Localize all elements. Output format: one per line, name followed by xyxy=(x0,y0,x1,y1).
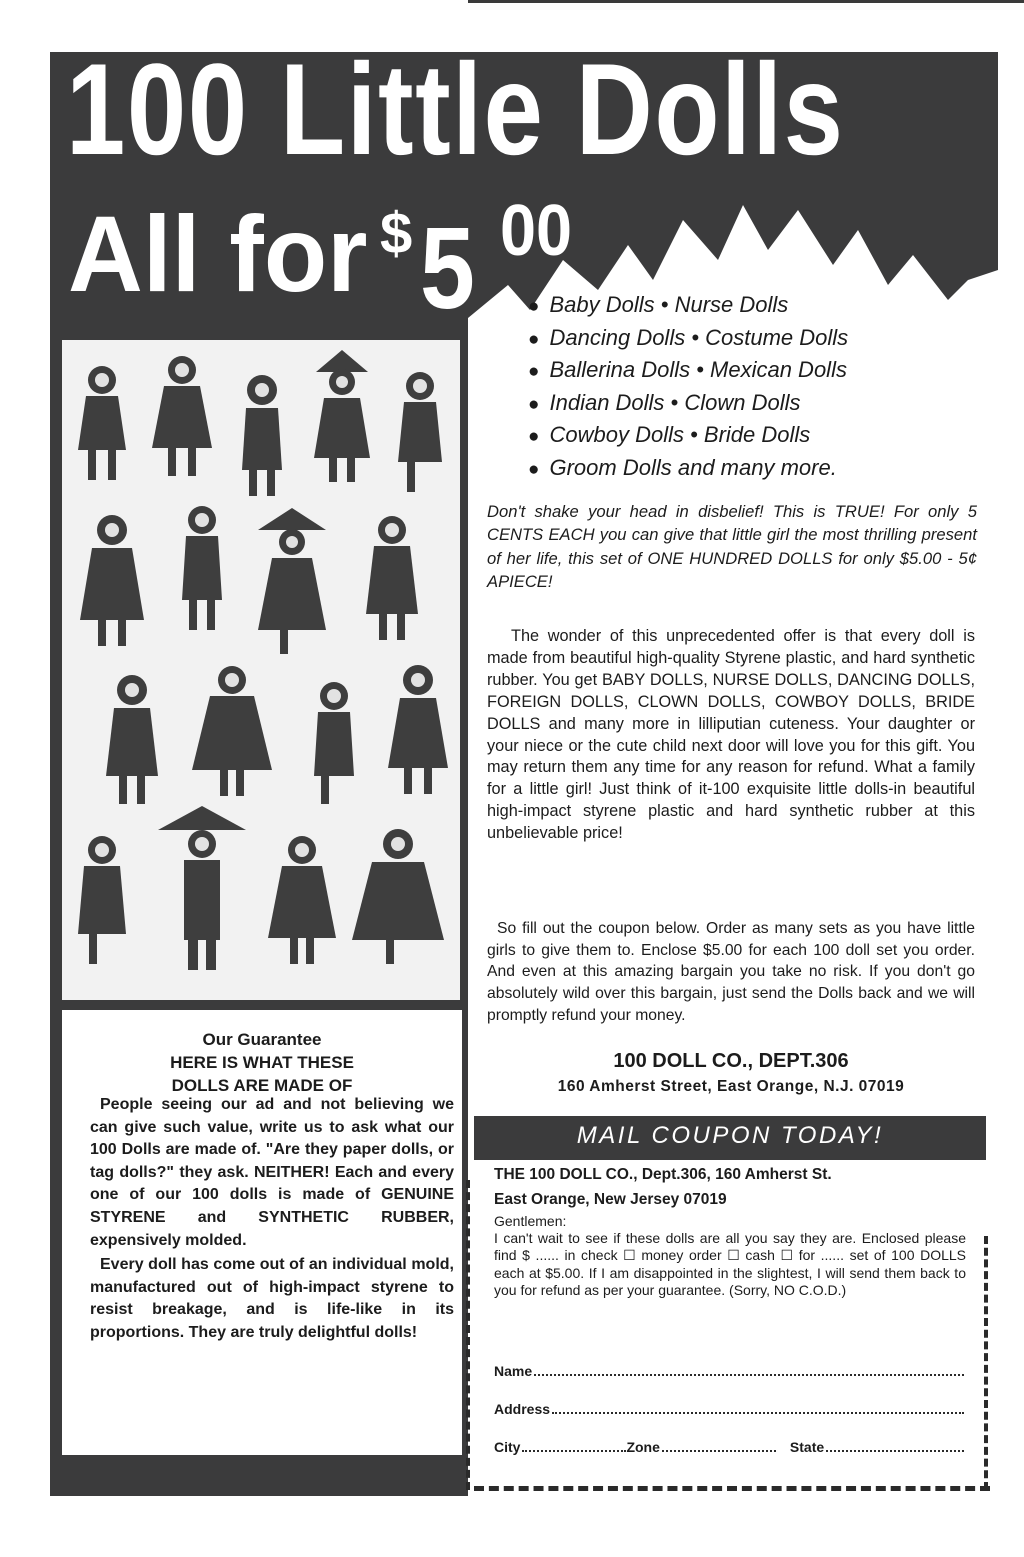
dolls-illustration xyxy=(62,340,460,1000)
list-item: ● Dancing Dolls • Costume Dolls xyxy=(528,324,849,350)
city-zone-state-field[interactable] xyxy=(494,1438,964,1456)
list-item: ● Baby Dolls • Nurse Dolls xyxy=(528,292,789,317)
address-label: Address xyxy=(494,1401,551,1417)
intro-paragraph: Don't shake your head in disbelief! This is TRUE! For only 5 CENTS EACH you can give that little girl the most thrilling present of her life, this set of ONE HUNDRED DOLLS for only $5.00 - 5¢ APIECE! xyxy=(487,502,977,592)
coupon-address xyxy=(494,1162,974,1212)
city-input-line[interactable] xyxy=(522,1440,626,1452)
city-label: City xyxy=(494,1439,521,1455)
guarantee-box xyxy=(62,1010,462,1455)
address-field[interactable] xyxy=(494,1400,964,1418)
company-name: 100 DOLL CO., DEPT.306 xyxy=(613,1050,849,1072)
bullet-icon: ● xyxy=(528,458,540,480)
coupon-cut-line-bottom xyxy=(474,1486,990,1497)
company-address: 160 Amherst Street, East Orange, N.J. 07019 xyxy=(557,1078,905,1095)
headline-subtitle: All for xyxy=(68,193,368,314)
bullet-icon: ● xyxy=(528,393,540,415)
price-dollar-sign: $ xyxy=(380,201,413,266)
zone-label: Zone xyxy=(626,1439,660,1455)
list-item: ● Cowboy Dolls • Bride Dolls xyxy=(528,422,811,447)
headline-title: 100 Little Dolls xyxy=(66,36,845,182)
guarantee-body xyxy=(90,1094,454,1345)
guarantee-title-line-1: Our Guarantee xyxy=(202,1030,322,1049)
coupon-address-line-1: THE 100 DOLL CO., Dept.306, 160 Amherst St. xyxy=(494,1166,832,1183)
order-copy-paragraph: So fill out the coupon below. Order as many sets as you have little girls to give them to. Enclose $5.00 for each 100 doll set you order. And even at this amazing bargain you take no risk. If you don't go absolutely wild over this bargain, just send the Dolls back and we will promptly refund your money. xyxy=(487,920,975,1024)
coupon-banner xyxy=(474,1116,986,1160)
guarantee-title-line-2: HERE IS WHAT THESE xyxy=(170,1053,354,1072)
coupon-cut-line-left xyxy=(466,1180,474,1490)
bullet-icon: ● xyxy=(528,328,540,350)
guarantee-title-line-3: DOLLS ARE MADE OF xyxy=(171,1076,353,1095)
guarantee-title xyxy=(62,1028,462,1097)
list-item: ● Groom Dolls and many more. xyxy=(528,454,837,480)
name-input-line[interactable] xyxy=(534,1364,964,1376)
zone-input-line[interactable] xyxy=(662,1440,776,1452)
coupon-address-line-2: East Orange, New Jersey 07019 xyxy=(494,1191,727,1208)
address-input-line[interactable] xyxy=(552,1402,964,1414)
doll-types-list xyxy=(528,290,968,485)
price-cents: 00 xyxy=(500,191,573,271)
name-field[interactable] xyxy=(494,1362,964,1380)
state-input-line[interactable] xyxy=(826,1440,964,1452)
price-dollars: 5 xyxy=(420,203,475,333)
guarantee-paragraph-1: People seeing our ad and not believing we can give such value, write us to ask what our 100 Dolls are made of. "Are they paper dolls, or tag dolls?" they ask. NEITHER! Each and every one of our 100 dolls is made of GENUINE STYRENE and SYNTHETIC RUBBER, expensively molded. xyxy=(90,1096,454,1249)
coupon-banner-text: MAIL COUPON TODAY! xyxy=(576,1122,884,1149)
state-label: State xyxy=(789,1439,825,1455)
list-item: ● Ballerina Dolls • Mexican Dolls xyxy=(528,357,847,382)
name-label: Name xyxy=(494,1363,533,1379)
list-item: ● Indian Dolls • Clown Dolls xyxy=(528,389,801,415)
main-copy-paragraph: The wonder of this unprecedented offer is that every doll is made from beautiful high-quality Styrene plastic, and hard synthetic rubber. You get BABY DOLLS, NURSE DOLLS, DANCING DOLLS, FOREIGN DOLLS, CLOWN DOLLS, COWBOY DOLLS, BRIDE DOLLS and many more in lilliputian cuteness. Your daughter or your niece or the cute child next door will love you for this gift. You may return them any time for any reason for refund. What a family for a little girl! Just think of it-100 exquisite little dolls-in beautiful high-impact styrene plastic and hard synthetic rubber at this unbelievable price! xyxy=(487,627,975,843)
crowd-of-dolls-icon xyxy=(62,340,460,1000)
bullet-icon: ● xyxy=(528,361,540,382)
main-copy xyxy=(487,626,975,845)
order-copy xyxy=(487,918,975,1027)
coupon-salutation: Gentlemen: xyxy=(494,1213,567,1229)
coupon-body-text: I can't wait to see if these dolls are all you say they are. Enclosed please find $ ...... in check ☐ money order ☐ cash ☐ for ...... set of 100 DOLLS each at $5.00. If I am disappointed in the slightest, I will send them back to you for refund as per your guarantee. (Sorry, NO C.O.D.) xyxy=(494,1230,966,1299)
order-coupon[interactable] xyxy=(474,1160,986,1495)
top-rule xyxy=(468,0,1024,3)
bullet-icon: ● xyxy=(528,296,540,317)
bullet-icon: ● xyxy=(528,426,540,447)
coupon-cut-line-right xyxy=(984,1236,992,1490)
guarantee-paragraph-2: Every doll has come out of an individual mold, manufactured out of high-impact styrene to resist breakage, and is life-like in its proportions. They are truly delightful dolls! xyxy=(90,1256,454,1341)
